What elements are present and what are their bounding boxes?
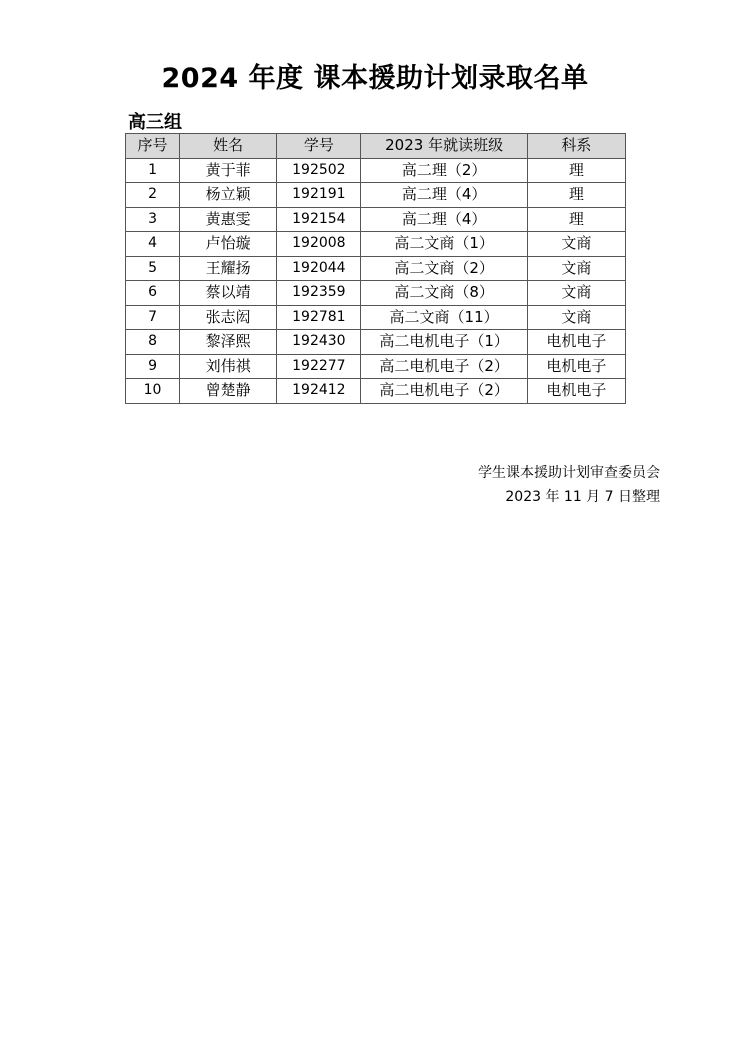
cell-name: 刘伟祺 [180, 354, 277, 379]
cell-department: 电机电子 [527, 354, 625, 379]
cell-department: 文商 [527, 281, 625, 306]
cell-name: 黄惠雯 [180, 207, 277, 232]
cell-name: 张志闳 [180, 305, 277, 330]
cell-seq: 9 [126, 354, 180, 379]
table-row [126, 305, 626, 330]
page-title: 2024 年度 课本援助计划录取名单 [161, 63, 589, 94]
cell-student-id: 192412 [277, 379, 361, 404]
table-row [126, 207, 626, 232]
table-row [126, 281, 626, 306]
cell-department: 文商 [527, 305, 625, 330]
cell-seq: 2 [126, 183, 180, 208]
cell-student-id: 192277 [277, 354, 361, 379]
admission-table [125, 133, 626, 404]
cell-department: 理 [527, 207, 625, 232]
cell-class: 高二理（4） [361, 207, 527, 232]
cell-seq: 3 [126, 207, 180, 232]
table-row [126, 256, 626, 281]
cell-student-id: 192781 [277, 305, 361, 330]
cell-student-id: 192191 [277, 183, 361, 208]
cell-department: 理 [527, 158, 625, 183]
cell-department: 理 [527, 183, 625, 208]
table-row [126, 158, 626, 183]
cell-seq: 10 [126, 379, 180, 404]
table-header-row [126, 134, 626, 159]
cell-seq: 7 [126, 305, 180, 330]
header-class: 2023 年就读班级 [361, 134, 527, 159]
cell-class: 高二文商（2） [361, 256, 527, 281]
cell-student-id: 192502 [277, 158, 361, 183]
header-seq: 序号 [126, 134, 180, 159]
cell-name: 黎泽熙 [180, 330, 277, 355]
table-row [126, 354, 626, 379]
cell-class: 高二电机电子（1） [361, 330, 527, 355]
cell-seq: 8 [126, 330, 180, 355]
cell-class: 高二理（2） [361, 158, 527, 183]
cell-name: 蔡以靖 [180, 281, 277, 306]
compiled-date: 2023 年 11 月 7 日整理 [505, 489, 660, 505]
cell-student-id: 192008 [277, 232, 361, 257]
committee-signature: 学生课本援助计划审查委员会 [478, 465, 660, 481]
cell-name: 曾楚静 [180, 379, 277, 404]
table-row [126, 232, 626, 257]
header-student-id: 学号 [277, 134, 361, 159]
cell-department: 文商 [527, 232, 625, 257]
cell-seq: 4 [126, 232, 180, 257]
cell-department: 电机电子 [527, 379, 625, 404]
cell-student-id: 192359 [277, 281, 361, 306]
header-name: 姓名 [180, 134, 277, 159]
cell-student-id: 192154 [277, 207, 361, 232]
cell-student-id: 192430 [277, 330, 361, 355]
cell-name: 杨立颖 [180, 183, 277, 208]
cell-seq: 1 [126, 158, 180, 183]
cell-class: 高二文商（1） [361, 232, 527, 257]
cell-class: 高二电机电子（2） [361, 379, 527, 404]
group-heading: 高三组 [128, 112, 182, 133]
cell-class: 高二文商（8） [361, 281, 527, 306]
cell-seq: 6 [126, 281, 180, 306]
cell-department: 文商 [527, 256, 625, 281]
cell-name: 王耀扬 [180, 256, 277, 281]
table-row [126, 183, 626, 208]
cell-name: 黄于菲 [180, 158, 277, 183]
table-row [126, 330, 626, 355]
table-row [126, 379, 626, 404]
cell-class: 高二电机电子（2） [361, 354, 527, 379]
cell-seq: 5 [126, 256, 180, 281]
cell-class: 高二文商（11） [361, 305, 527, 330]
cell-student-id: 192044 [277, 256, 361, 281]
cell-name: 卢怡璇 [180, 232, 277, 257]
cell-department: 电机电子 [527, 330, 625, 355]
header-department: 科系 [527, 134, 625, 159]
cell-class: 高二理（4） [361, 183, 527, 208]
